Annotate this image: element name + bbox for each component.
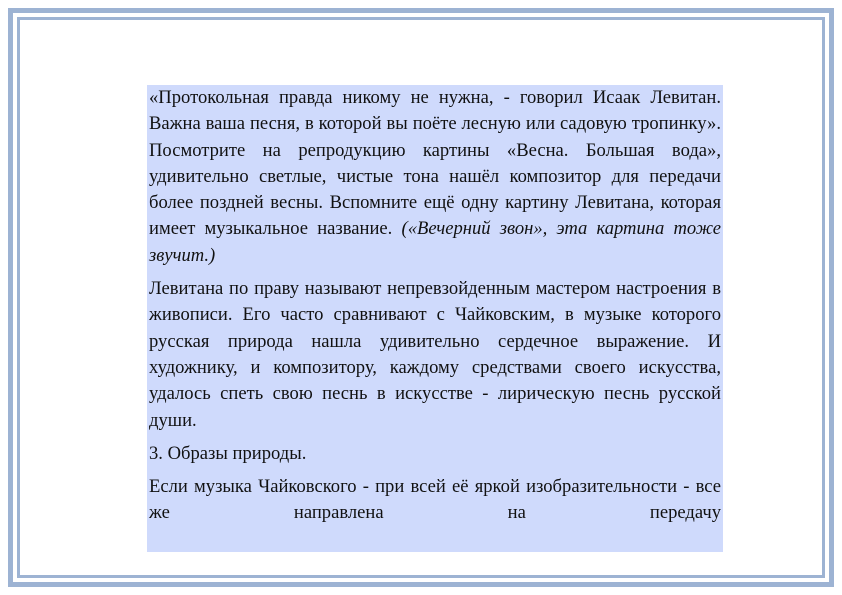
paragraph-levitan-quote-italic: («Вечерний звон», эта картина тоже звучит.) xyxy=(149,218,722,266)
paragraph-levitan-mood: Левитана по праву называют непревзойденным мастером настроения в живописи. Его часто сравнивают с Чайковским, в музыке которого русская природа нашла удивительно сердечное выражение. И художнику, и композитору, каждому средствами своего искусства, удалось спеть свою песнь в искусстве - лирическую песнь русской души. xyxy=(149,278,721,431)
section-heading-nature-images: 3. Образы природы. xyxy=(149,442,307,464)
paragraph-levitan-quote xyxy=(147,85,723,269)
text-box xyxy=(147,85,723,552)
paragraph-tchaikovsky: Если музыка Чайковского - при всей её яркой изобразительности - все же направлена на передачу xyxy=(149,476,721,524)
paragraph-levitan-quote-text: «Протокольная правда никому не нужна, - говорил Исаак Левитан. Важна ваша песня, в которой вы поёте лесную или садовую тропинку». Посмотрите на репродукцию картины «Весна. Большая вода», удивительно светлые, чистые тона нашёл композитор для передачи более поздней весны. Вспомните ещё одну картину Левитана, которая имеет музыкальное название. xyxy=(149,87,721,240)
